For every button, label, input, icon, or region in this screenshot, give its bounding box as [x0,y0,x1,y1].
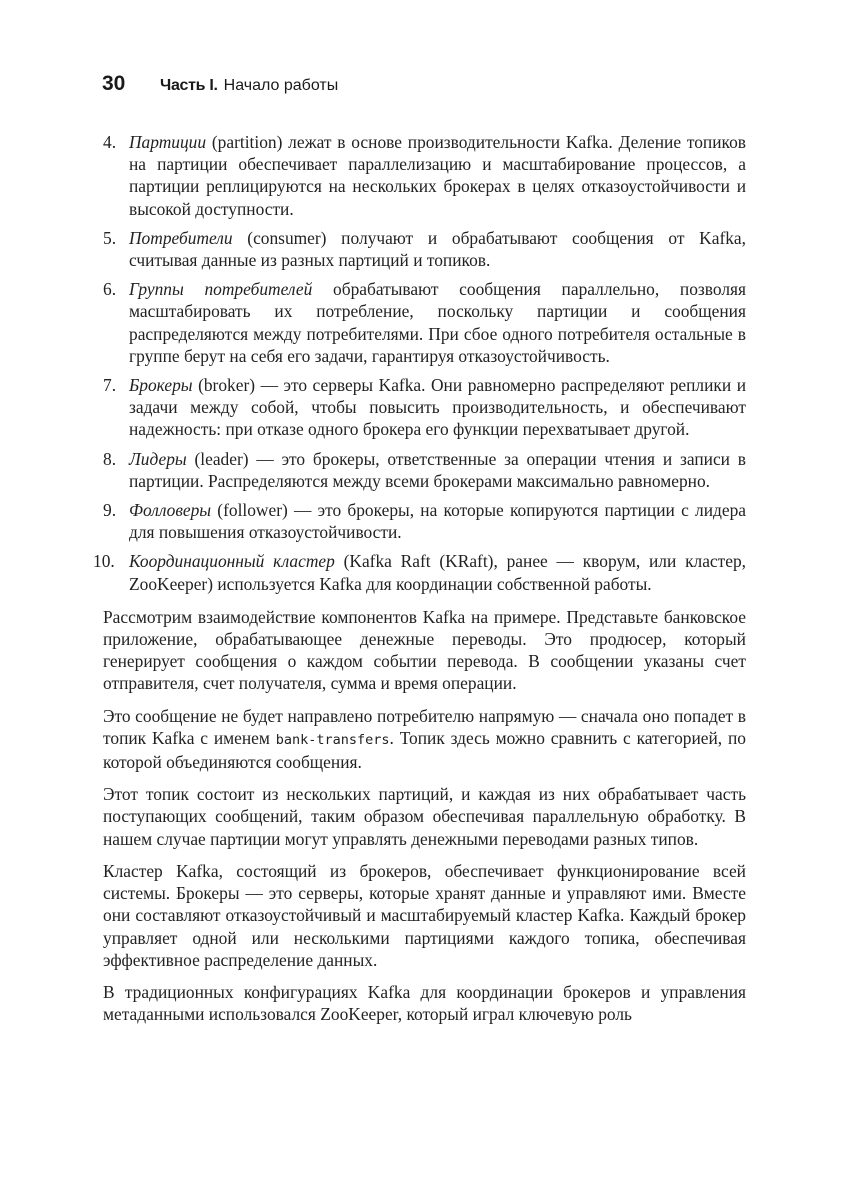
definition: обрабатывают сообщения параллельно, позволяя масштабировать их потребление, поскольку партиции и сообщения распределяются между потребителями. При сбое одного потребителя остальные в группе берут на себя его задачи, гарантируя отказоустойчивость. [129,279,746,366]
running-header [102,72,338,96]
term: Потребители [129,227,233,248]
definition: (leader) — это брокеры, ответственные за операции чтения и записи в партиции. Распределяются между всеми брокерами максимально равномерно. [129,448,746,491]
term: Брокеры [129,375,193,396]
term: Лидеры [129,448,187,469]
paragraph: Рассмотрим взаимодействие компонентов Kafka на примере. Представьте банковское приложение, обрабатывающее денежные переводы. Это продюсер, который генерирует сообщения о каждом событии перевода. В сообщении указаны счет отправителя, счет получателя, сумма и время операции. [103,606,746,694]
paragraph: В традиционных конфигурациях Kafka для координации брокеров и управления метаданными использовался ZooKeeper, который играл ключевую роль [103,981,746,1025]
page-number: 30 [102,72,126,95]
list-item [93,550,747,594]
paragraph-text: . Топик здесь можно сравнить с категорией, по которой объединяются сообщения. [103,727,746,773]
paragraph: Этот топик состоит из нескольких партиций, и каждая из них обрабатывает часть поступающих сообщений, таким образом обеспечивая параллельную обработку. В нашем случае партиции могут управлять денежными переводами разных типов. [103,784,746,849]
paragraph-text: Это сообщение не будет направлено потребителю напрямую — сначала оно попадет в топик Kafka с именем [103,705,746,748]
part-label: Часть I. [160,77,218,94]
list-number: 8. [103,448,117,469]
list-item [103,278,746,367]
list-number: 10. [93,551,115,572]
paragraph: Кластер Kafka, состоящий из брокеров, обеспечивает функционирование всей системы. Брокеры — это серверы, которые хранят данные и управляют ими. Вместе они составляют отказоустойчивый и масштабируемый кластер Kafka. Каждый брокер управляет одной или несколькими партициями каждого топика, обеспечивая эффективное распределение данных. [103,860,746,970]
page-body [93,131,747,1035]
list-number: 7. [103,375,117,396]
definition: (Kafka Raft (KRaft), ранее — кворум, или кластер, ZooKeeper) используется Kafka для координации собственной работы. [129,551,747,594]
definition: (follower) — это брокеры, на которые копируются партиции с лидера для повышения отказоустойчивости. [129,500,746,543]
list-item [103,374,746,441]
list-item [103,448,746,492]
inline-code: bank-transfers [275,731,390,748]
terms-list [93,131,747,595]
term: Партиции [129,132,207,152]
list-number: 6. [103,279,117,300]
term: Группы потребителей [129,279,313,300]
term: Координационный кластер [129,551,335,572]
list-number: 4. [103,132,117,152]
list-number: 9. [103,500,117,521]
definition: (consumer) получают и обрабатывают сообщения от Kafka, считывая данные из разных партиций и топиков. [129,227,746,271]
definition: (partition) лежат в основе производительности Kafka. Деление топиков на партиции обеспечивает параллелизацию и масштабирование процессов, а партиции реплицируются на нескольких брокерах в целях отказоустойчивости и высокой доступности. [129,132,746,219]
list-item [103,227,746,271]
list-number: 5. [103,227,117,248]
paragraph [103,705,746,774]
list-item [103,499,746,543]
part-title: Начало работы [223,77,339,94]
list-item [103,131,746,220]
term: Фолловеры [129,500,212,521]
definition: (broker) — это серверы Kafka. Они равномерно распределяют реплики и задачи между собой, чтобы повысить производительность, и обеспечивают надежность: при отказе одного брокера его функции перехватывает другой. [129,375,746,440]
